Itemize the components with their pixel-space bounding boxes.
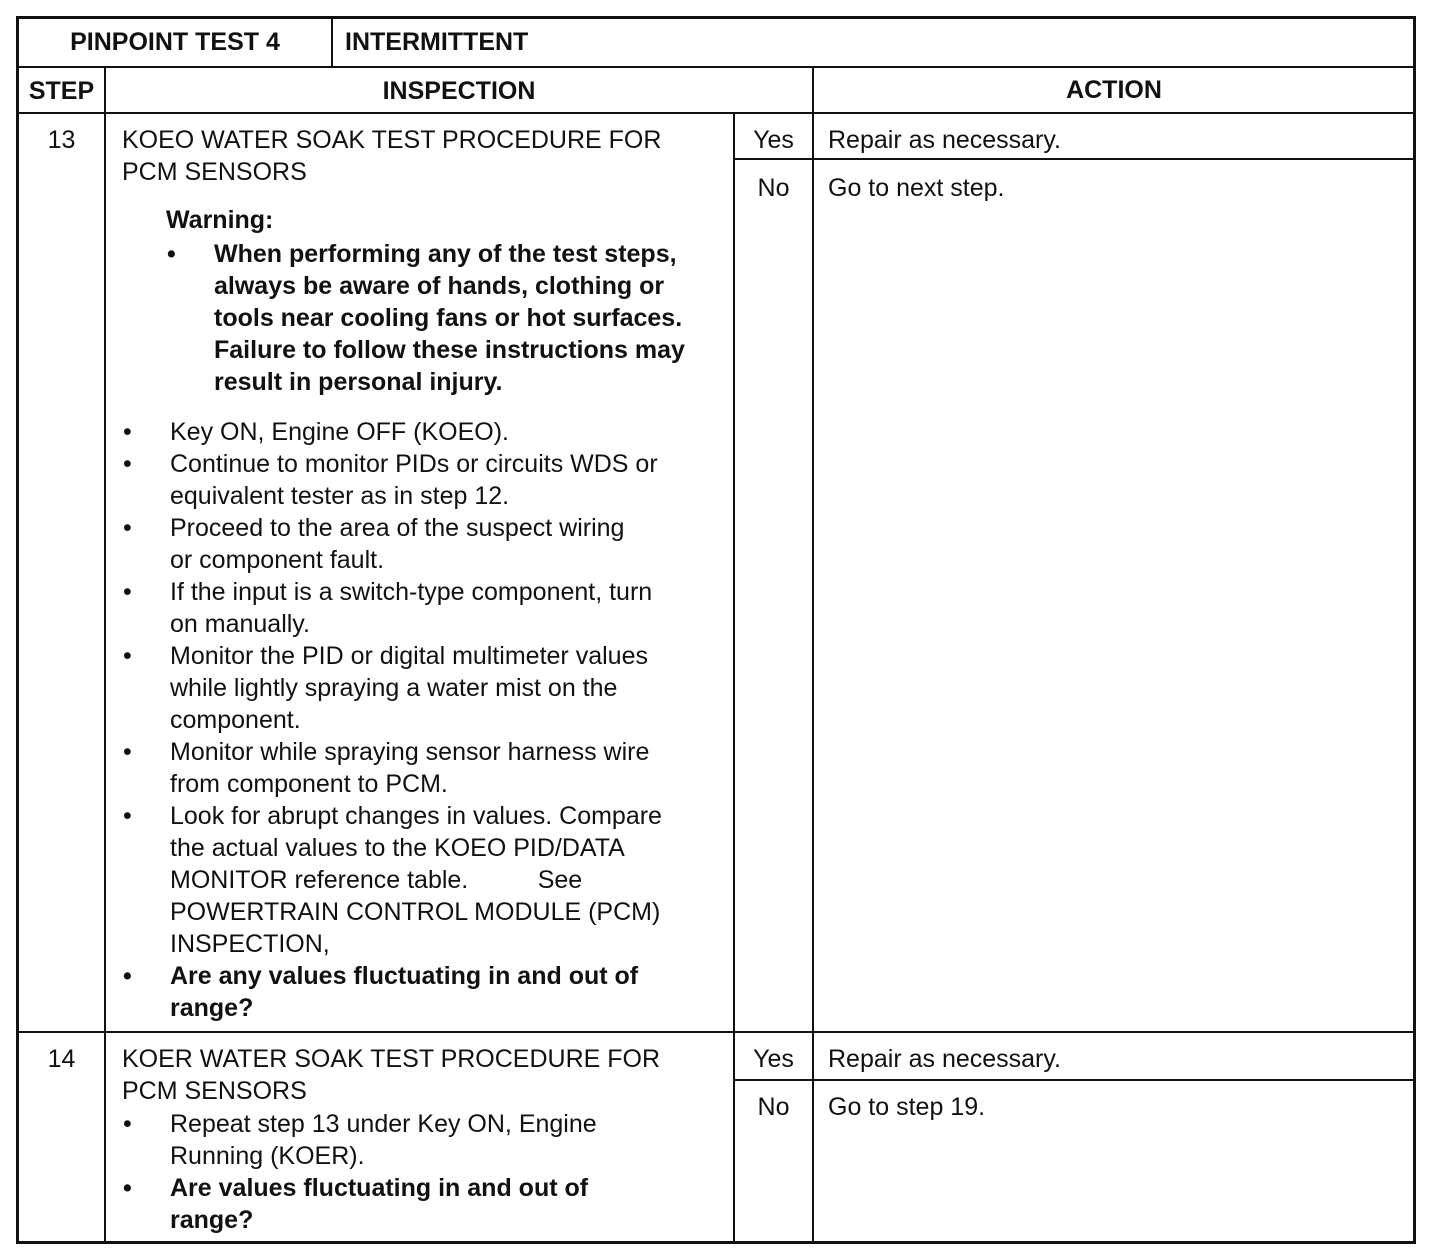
list-item: • Look for abrupt changes in values. Compare the actual values to the KOEO PID/DATA MONITOR reference table. See POWERTRAIN CONTROL MODULE (PCM) INSPECTION,: [123, 800, 662, 960]
step-column-divider: [104, 66, 106, 1244]
step-number: 14: [47, 1045, 76, 1073]
step-title: KOEO WATER SOAK TEST PROCEDURE FOR PCM SENSORS: [122, 126, 662, 186]
column-header-action: ACTION: [1066, 76, 1162, 104]
yes-action: Repair as necessary.: [828, 1045, 1061, 1073]
column-header-divider: [16, 112, 1416, 114]
no-label: No: [757, 174, 790, 202]
warning-label: Warning:: [166, 206, 274, 234]
column-header-step: STEP: [28, 77, 95, 105]
header-divider: [16, 66, 1416, 68]
step-divider: [16, 1031, 1416, 1033]
procedure-list: [123, 416, 662, 1024]
list-item: • If the input is a switch-type component, turn on manually.: [123, 576, 662, 640]
yes-action: Repair as necessary.: [828, 126, 1061, 154]
list-item: • Continue to monitor PIDs or circuits WDS or equivalent tester as in step 12.: [123, 448, 662, 512]
list-item: • Monitor the PID or digital multimeter values while lightly spraying a water mist on the component.: [123, 640, 662, 736]
step14-yes-divider: [735, 1079, 1416, 1081]
warning-list: [166, 238, 685, 398]
test-label: PINPOINT TEST 4: [70, 28, 280, 56]
column-header-inspection: INSPECTION: [382, 77, 536, 105]
list-item: • Key ON, Engine OFF (KOEO).: [123, 416, 662, 448]
list-item: • Monitor while spraying sensor harness wire from component to PCM.: [123, 736, 662, 800]
no-action: Go to next step.: [828, 174, 1005, 202]
step-number: 13: [47, 126, 76, 154]
test-name: INTERMITTENT: [345, 28, 529, 56]
step13-yes-divider: [735, 158, 1416, 160]
yes-label: Yes: [753, 126, 794, 154]
yes-label: Yes: [753, 1045, 794, 1073]
step-title: KOER WATER SOAK TEST PROCEDURE FOR PCM SENSORS: [122, 1045, 661, 1105]
question-item: • Are values fluctuating in and out of range?: [123, 1172, 597, 1236]
header-cell-divider: [331, 16, 333, 67]
warning-item: • When performing any of the test steps, always be aware of hands, clothing or tools near cooling fans or hot surfaces. Failure to follow these instructions may result in personal injury.: [166, 238, 685, 398]
list-item: • Proceed to the area of the suspect wiring or component fault.: [123, 512, 662, 576]
no-action: Go to step 19.: [828, 1093, 986, 1121]
list-item: • Repeat step 13 under Key ON, Engine Running (KOER).: [123, 1108, 597, 1172]
procedure-list: [123, 1108, 597, 1236]
question-item: • Are any values fluctuating in and out of range?: [123, 960, 662, 1024]
inspection-action-divider: [812, 66, 814, 1244]
no-label: No: [757, 1093, 790, 1121]
